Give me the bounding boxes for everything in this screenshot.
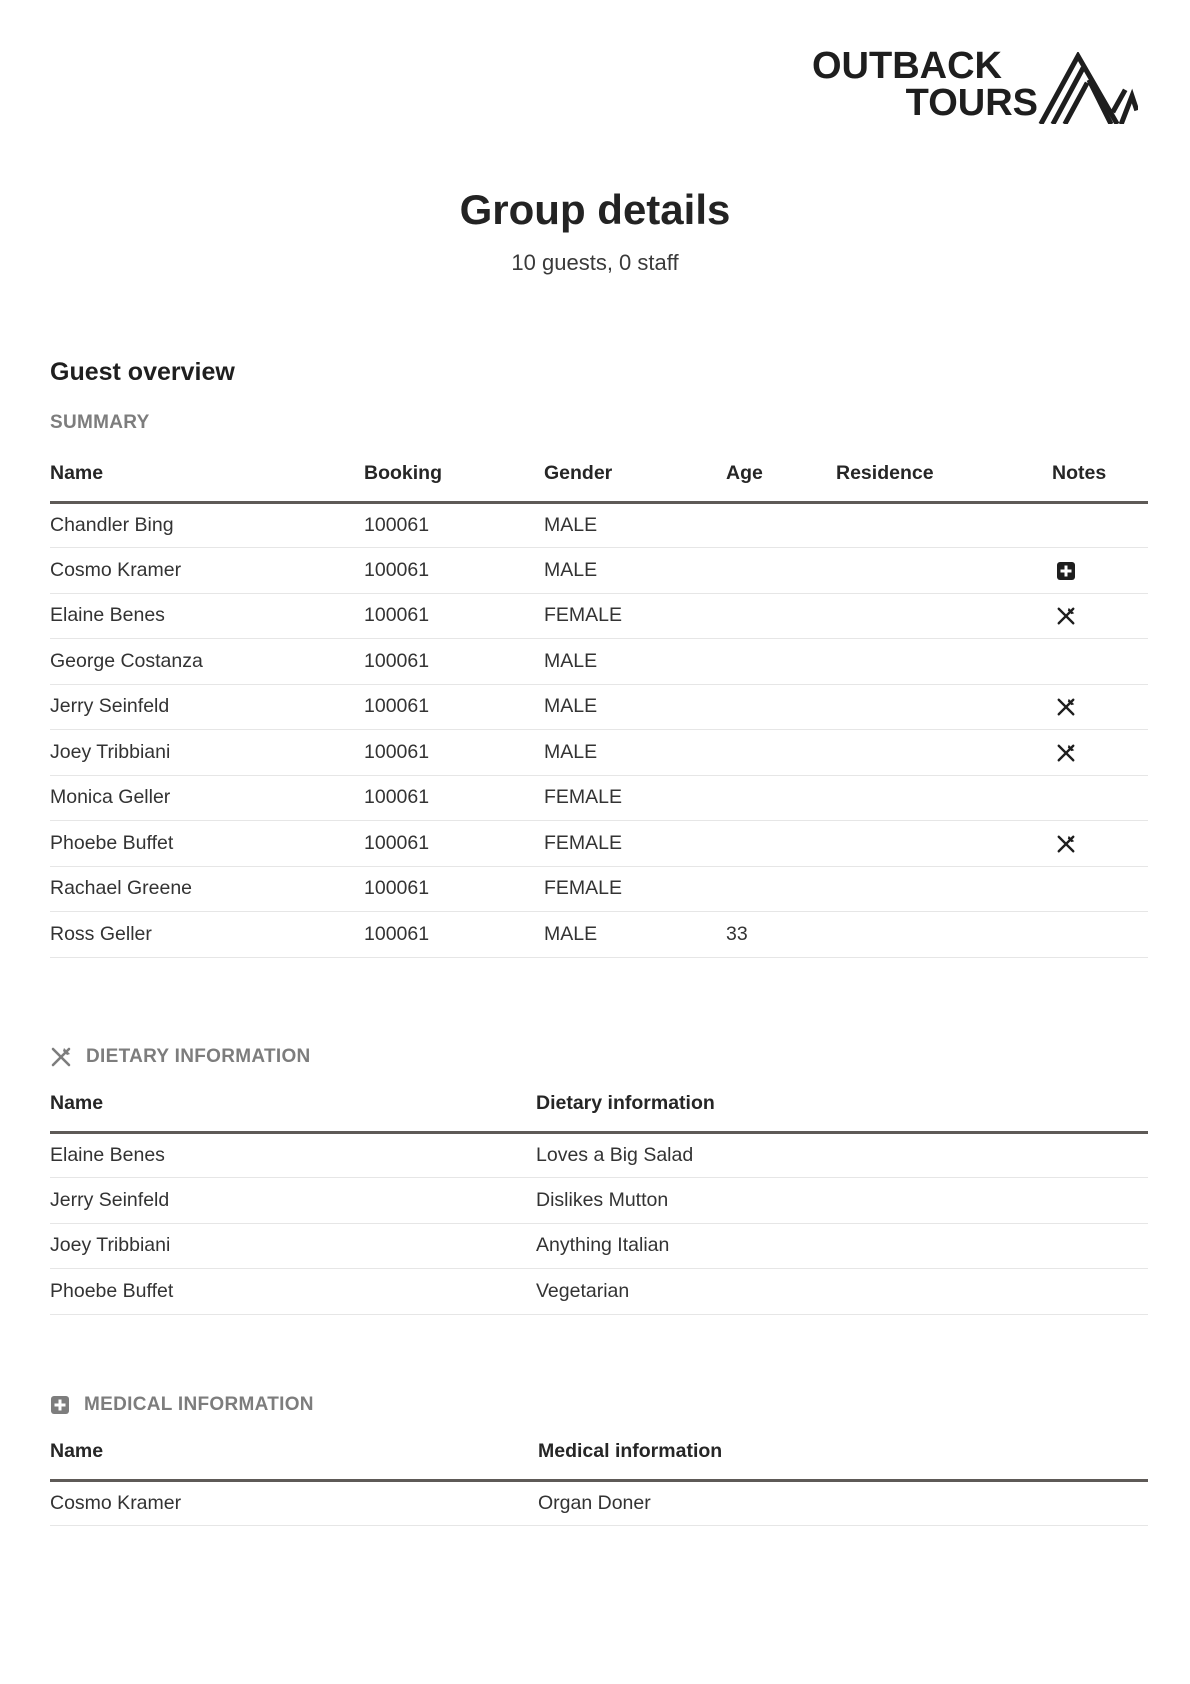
- medical-label-text: MEDICAL INFORMATION: [84, 1394, 314, 1415]
- summary-label: [50, 412, 150, 434]
- dietary-info: Vegetarian: [536, 1269, 1148, 1315]
- col-gender: Gender: [544, 446, 726, 502]
- dietary-info: Anything Italian: [536, 1223, 1148, 1269]
- medical-table: [50, 1424, 1148, 1526]
- guest-name: Chandler Bing: [50, 502, 364, 548]
- guest-age: [726, 548, 836, 594]
- medical-header-row: [50, 1424, 1148, 1480]
- page-title: Group details: [459, 186, 731, 233]
- guest-notes: [1052, 548, 1148, 594]
- guest-booking: 100061: [364, 639, 544, 685]
- guest-booking: 100061: [364, 593, 544, 639]
- guest-booking: 100061: [364, 502, 544, 548]
- table-row: [50, 866, 1148, 912]
- guest-age: 33: [726, 912, 836, 958]
- col-name: Name: [50, 446, 364, 502]
- table-row: [50, 684, 1148, 730]
- guest-name: Ross Geller: [50, 912, 364, 958]
- table-row: [50, 775, 1148, 821]
- col-age: Age: [726, 446, 836, 502]
- table-row: [50, 1269, 1148, 1315]
- guest-gender: MALE: [544, 684, 726, 730]
- table-row: [50, 912, 1148, 958]
- dietary-header-row: [50, 1076, 1148, 1132]
- guest-overview-heading: Guest overview: [50, 358, 235, 386]
- summary-header-row: [50, 446, 1148, 502]
- guest-notes: [1052, 502, 1148, 548]
- guest-booking: 100061: [364, 730, 544, 776]
- dietary-info: Loves a Big Salad: [536, 1132, 1148, 1178]
- guest-booking: 100061: [364, 912, 544, 958]
- dietary-label-text: DIETARY INFORMATION: [86, 1046, 311, 1067]
- guest-age: [726, 684, 836, 730]
- guest-residence: [836, 821, 1052, 867]
- guest-name: Phoebe Buffet: [50, 821, 364, 867]
- guest-residence: [836, 502, 1052, 548]
- summary-label-text: SUMMARY: [50, 412, 150, 433]
- guest-notes: [1052, 684, 1148, 730]
- dietary-info: Dislikes Mutton: [536, 1178, 1148, 1224]
- guest-age: [726, 639, 836, 685]
- medical-icon: [50, 1395, 70, 1415]
- page-subtitle: 10 guests, 0 staff: [511, 250, 679, 275]
- guest-gender: MALE: [544, 502, 726, 548]
- table-row: [50, 730, 1148, 776]
- guest-name: Jerry Seinfeld: [50, 684, 364, 730]
- guest-gender: MALE: [544, 639, 726, 685]
- medical-icon: [1052, 559, 1076, 581]
- guest-booking: 100061: [364, 548, 544, 594]
- guest-notes: [1052, 912, 1148, 958]
- dietary-table: [50, 1076, 1148, 1315]
- dietary-icon: [1052, 695, 1076, 717]
- logo-wordmark: [812, 45, 1038, 124]
- guest-notes: [1052, 866, 1148, 912]
- summary-table: [50, 446, 1148, 958]
- guest-notes: [1052, 775, 1148, 821]
- table-row: [50, 821, 1148, 867]
- guest-residence: [836, 684, 1052, 730]
- guest-residence: [836, 866, 1052, 912]
- dietary-name: Phoebe Buffet: [50, 1269, 536, 1315]
- logo-line-2: TOURS: [905, 82, 1038, 124]
- guest-residence: [836, 775, 1052, 821]
- guest-residence: [836, 912, 1052, 958]
- table-row: [50, 1480, 1148, 1526]
- guest-age: [726, 730, 836, 776]
- guest-notes: [1052, 639, 1148, 685]
- guest-gender: FEMALE: [544, 775, 726, 821]
- guest-residence: [836, 548, 1052, 594]
- guest-gender: FEMALE: [544, 866, 726, 912]
- dietary-name: Jerry Seinfeld: [50, 1178, 536, 1224]
- col-residence: Residence: [836, 446, 1052, 502]
- table-row: [50, 639, 1148, 685]
- medical-col-name: Name: [50, 1424, 538, 1480]
- guest-name: Elaine Benes: [50, 593, 364, 639]
- guest-age: [726, 593, 836, 639]
- table-row: [50, 1132, 1148, 1178]
- outback-tours-logo: [812, 45, 1138, 128]
- medical-col-info: Medical information: [538, 1424, 1148, 1480]
- guest-age: [726, 502, 836, 548]
- guest-notes: [1052, 730, 1148, 776]
- dietary-label: [50, 1046, 311, 1068]
- logo-line-1: OUTBACK: [812, 45, 1002, 87]
- guest-gender: FEMALE: [544, 593, 726, 639]
- dietary-icon: [1052, 741, 1076, 763]
- guest-gender: MALE: [544, 548, 726, 594]
- dietary-name: Joey Tribbiani: [50, 1223, 536, 1269]
- medical-label: [50, 1394, 314, 1416]
- dietary-col-name: Name: [50, 1076, 536, 1132]
- table-row: [50, 1223, 1148, 1269]
- table-row: [50, 502, 1148, 548]
- guest-booking: 100061: [364, 775, 544, 821]
- guest-name: George Costanza: [50, 639, 364, 685]
- guest-residence: [836, 730, 1052, 776]
- guest-residence: [836, 639, 1052, 685]
- guest-residence: [836, 593, 1052, 639]
- guest-gender: MALE: [544, 912, 726, 958]
- dietary-name: Elaine Benes: [50, 1132, 536, 1178]
- guest-name: Rachael Greene: [50, 866, 364, 912]
- dietary-icon: [1052, 832, 1076, 854]
- table-row: [50, 548, 1148, 594]
- medical-info: Organ Doner: [538, 1480, 1148, 1526]
- guest-age: [726, 866, 836, 912]
- dietary-col-info: Dietary information: [536, 1076, 1148, 1132]
- guest-booking: 100061: [364, 684, 544, 730]
- dietary-icon: [1052, 604, 1076, 626]
- dietary-icon: [50, 1046, 72, 1068]
- table-row: [50, 593, 1148, 639]
- guest-name: Monica Geller: [50, 775, 364, 821]
- guest-booking: 100061: [364, 866, 544, 912]
- col-booking: Booking: [364, 446, 544, 502]
- guest-age: [726, 821, 836, 867]
- guest-name: Joey Tribbiani: [50, 730, 364, 776]
- guest-booking: 100061: [364, 821, 544, 867]
- logo-mountain-icon: [1038, 52, 1138, 124]
- guest-name: Cosmo Kramer: [50, 548, 364, 594]
- table-row: [50, 1178, 1148, 1224]
- medical-name: Cosmo Kramer: [50, 1480, 538, 1526]
- col-notes: Notes: [1052, 446, 1148, 502]
- guest-notes: [1052, 821, 1148, 867]
- guest-gender: MALE: [544, 730, 726, 776]
- guest-gender: FEMALE: [544, 821, 726, 867]
- guest-age: [726, 775, 836, 821]
- guest-notes: [1052, 593, 1148, 639]
